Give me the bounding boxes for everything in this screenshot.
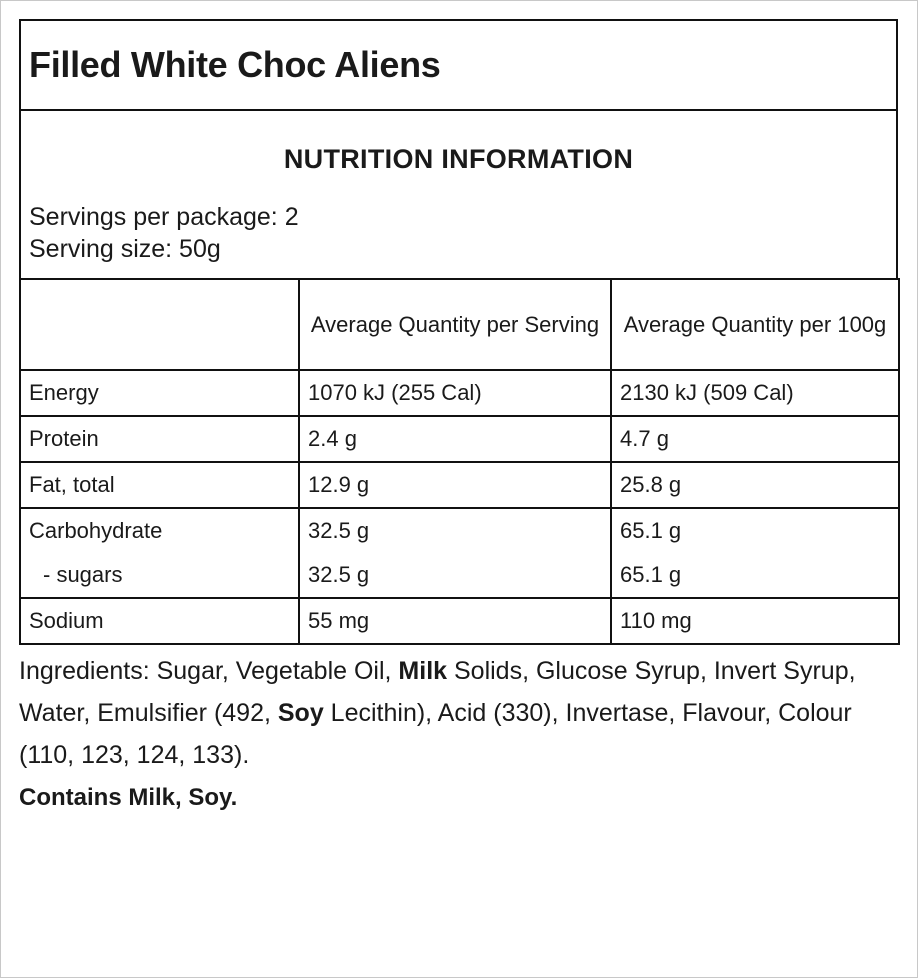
- nutrient-label: Protein: [20, 416, 299, 462]
- allergen-milk: Milk: [398, 657, 448, 685]
- title-box: [19, 19, 898, 111]
- nutrient-label: Fat, total: [20, 462, 299, 508]
- table-row: [20, 462, 899, 508]
- servings-per-package: Servings per package: 2: [29, 203, 299, 231]
- ingredients-prefix: Ingredients: Sugar, Vegetable Oil,: [19, 657, 399, 685]
- per-100g-subvalue: 65.1 g: [620, 562, 682, 587]
- nutrient-label: Sodium: [20, 598, 299, 644]
- per-serving-value: 12.9 g: [299, 462, 611, 508]
- nutrition-panel: [19, 19, 898, 645]
- per-100g-value: 2130 kJ (509 Cal): [611, 370, 899, 416]
- header-cell-blank: [20, 279, 299, 370]
- product-title: Filled White Choc Aliens: [29, 44, 441, 85]
- table-row: [20, 598, 899, 644]
- nutrition-table: [19, 278, 900, 645]
- per-serving-subvalue: 32.5 g: [308, 562, 370, 587]
- nutrient-label: Carbohydrate: [29, 518, 163, 543]
- per-100g-value: 4.7 g: [611, 416, 899, 462]
- table-row: [20, 370, 899, 416]
- per-100g-value-group: [611, 508, 899, 598]
- allergen-statement: Contains Milk, Soy.: [19, 784, 238, 811]
- nutrient-label: Energy: [20, 370, 299, 416]
- header-cell-per-100g: Average Quantity per 100g: [611, 279, 899, 370]
- table-row: [20, 416, 899, 462]
- per-serving-value: 32.5 g: [308, 518, 370, 543]
- per-serving-value: 55 mg: [299, 598, 611, 644]
- serving-size: Serving size: 50g: [29, 235, 221, 263]
- per-serving-value-group: [299, 508, 611, 598]
- per-100g-value: 25.8 g: [611, 462, 899, 508]
- allergen-soy: Soy: [277, 699, 324, 727]
- nutrient-label-group: [20, 508, 299, 598]
- nutrition-info-box: [19, 111, 898, 278]
- table-header-row: [20, 279, 899, 370]
- per-100g-value: 65.1 g: [620, 518, 682, 543]
- ingredients-suffix: Lecithin), Acid (330), Invertase, Flavour, Colour (110, 123, 124, 133).: [19, 699, 852, 769]
- ingredients-middle: Solids, Glucose Syrup, Invert Syrup, Water, Emulsifier (492,: [19, 657, 856, 727]
- per-serving-value: 2.4 g: [299, 416, 611, 462]
- nutrition-heading: NUTRITION INFORMATION: [283, 144, 634, 174]
- table-row: [20, 508, 899, 598]
- nutrient-sublabel: - sugars: [43, 562, 123, 587]
- per-serving-value: 1070 kJ (255 Cal): [299, 370, 611, 416]
- ingredients-text: [19, 650, 889, 776]
- header-cell-per-serving: Average Quantity per Serving: [299, 279, 611, 370]
- per-100g-value: 110 mg: [611, 598, 899, 644]
